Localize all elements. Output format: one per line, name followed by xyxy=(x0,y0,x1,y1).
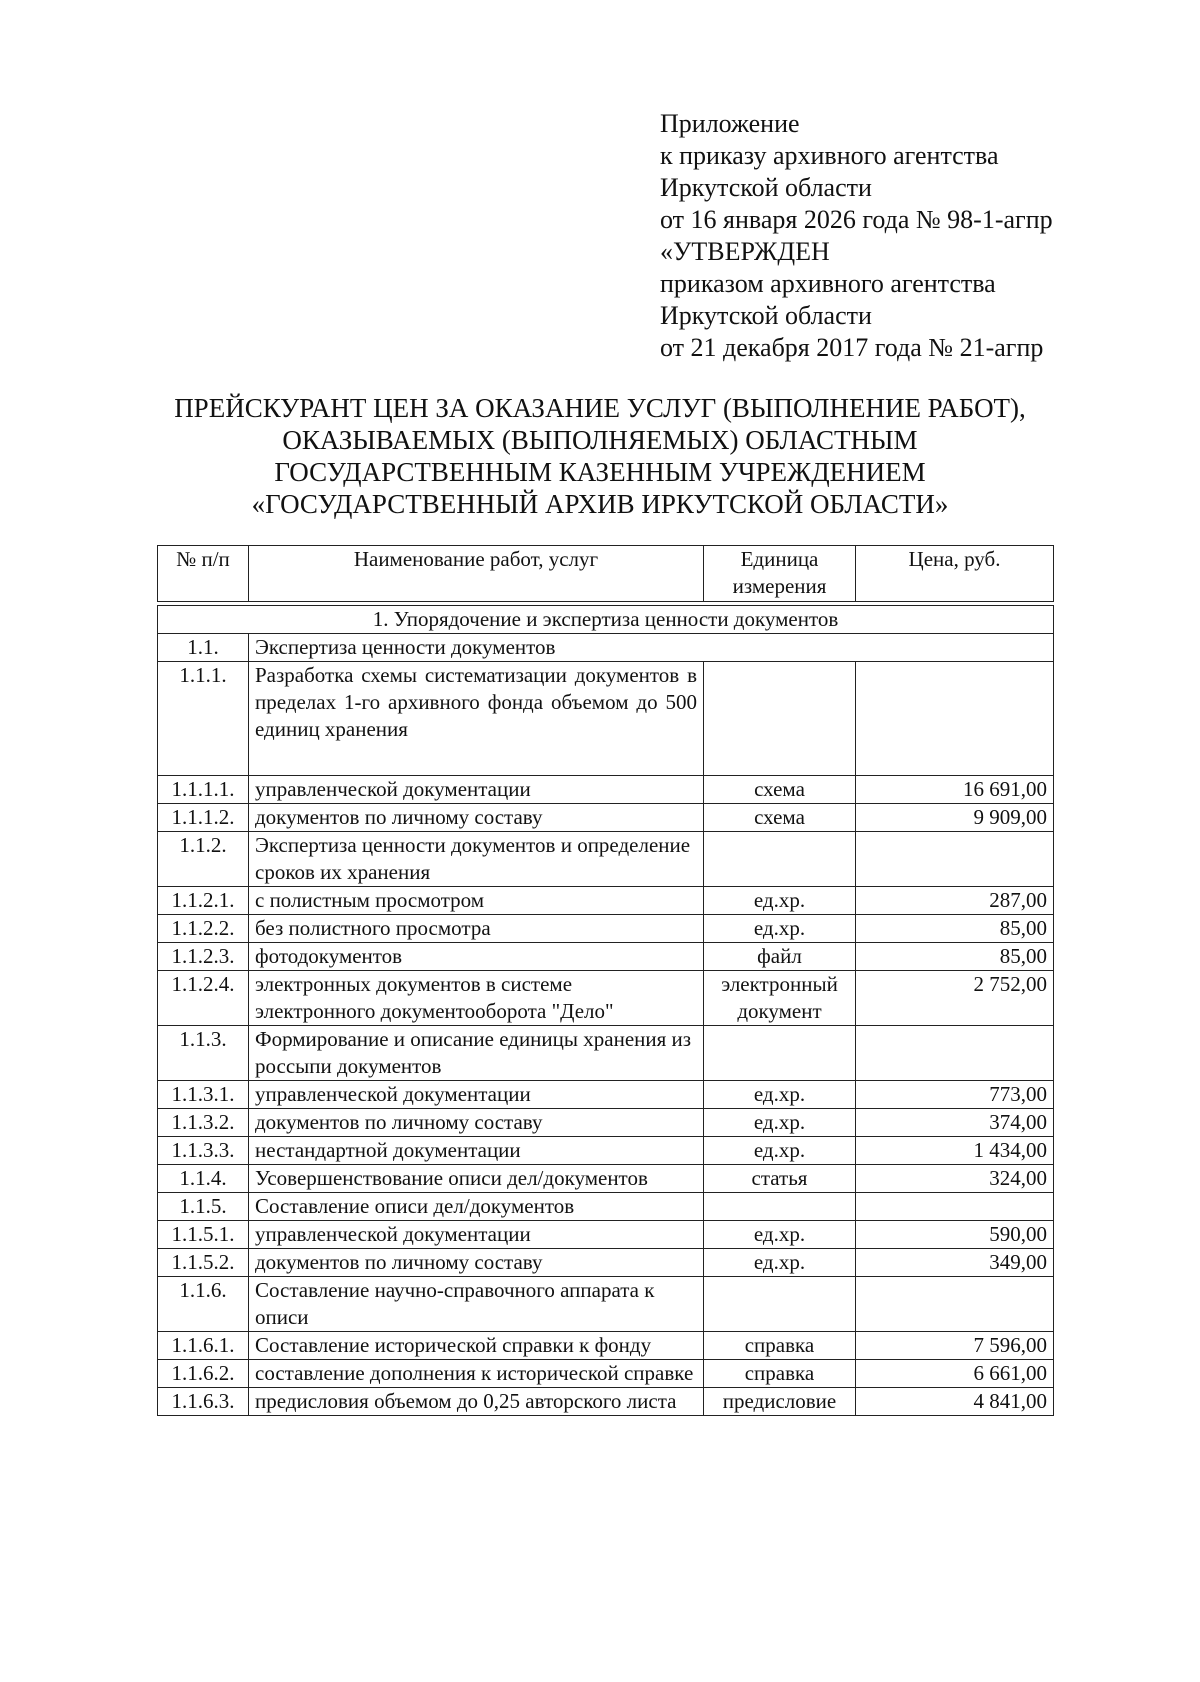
price-table xyxy=(157,545,1054,1416)
header-unit: Единица измерения xyxy=(704,546,856,602)
row-unit: статья xyxy=(704,1165,856,1193)
header-num: № п/п xyxy=(158,546,249,602)
row-name: управленческой документации xyxy=(249,1221,704,1249)
table-row xyxy=(158,1388,1054,1416)
table-row xyxy=(158,1137,1054,1165)
row-unit xyxy=(704,1193,856,1221)
row-name: фотодокументов xyxy=(249,943,704,971)
row-num: 1.1.2.4. xyxy=(158,971,249,1026)
row-num: 1.1.5.2. xyxy=(158,1249,249,1277)
row-name: составление дополнения к исторической справке xyxy=(249,1360,704,1388)
row-name: Экспертиза ценности документов и определение сроков их хранения xyxy=(249,832,704,887)
appendix-line: приказом архивного агентства xyxy=(660,269,996,298)
row-price xyxy=(856,662,1054,776)
appendix-line: «УТВЕРЖДЕН xyxy=(660,237,830,266)
row-name: Формирование и описание единицы хранения из россыпи документов xyxy=(249,1026,704,1081)
subsection-row xyxy=(158,634,1054,662)
row-name: документов по личному составу xyxy=(249,1109,704,1137)
table-row xyxy=(158,915,1054,943)
table-row xyxy=(158,1193,1054,1221)
table-row xyxy=(158,943,1054,971)
title-line: ОКАЗЫВАЕМЫХ (ВЫПОЛНЯЕМЫХ) ОБЛАСТНЫМ xyxy=(282,425,918,455)
header-price: Цена, руб. xyxy=(856,546,1054,602)
row-num: 1.1.1.1. xyxy=(158,776,249,804)
row-num: 1.1.5. xyxy=(158,1193,249,1221)
row-unit: ед.хр. xyxy=(704,1221,856,1249)
row-name: Составление научно-справочного аппарата к описи xyxy=(249,1277,704,1332)
row-unit: файл xyxy=(704,943,856,971)
row-unit: схема xyxy=(704,804,856,832)
row-price xyxy=(856,1193,1054,1221)
title-line: «ГОСУДАРСТВЕННЫЙ АРХИВ ИРКУТСКОЙ ОБЛАСТИ» xyxy=(251,489,949,519)
row-price: 590,00 xyxy=(856,1221,1054,1249)
row-num: 1.1.6.2. xyxy=(158,1360,249,1388)
row-name: документов по личному составу xyxy=(249,1249,704,1277)
row-unit: ед.хр. xyxy=(704,1137,856,1165)
row-unit: электронный документ xyxy=(704,971,856,1026)
row-name: предисловия объемом до 0,25 авторского листа xyxy=(249,1388,704,1416)
row-price: 9 909,00 xyxy=(856,804,1054,832)
row-price: 773,00 xyxy=(856,1081,1054,1109)
row-price: 374,00 xyxy=(856,1109,1054,1137)
appendix-block xyxy=(660,108,1053,364)
row-num: 1.1.6.3. xyxy=(158,1388,249,1416)
table-row xyxy=(158,1221,1054,1249)
row-price: 349,00 xyxy=(856,1249,1054,1277)
table-row xyxy=(158,887,1054,915)
row-unit: предисловие xyxy=(704,1388,856,1416)
row-num: 1.1. xyxy=(158,634,249,662)
table-row xyxy=(158,1360,1054,1388)
row-price: 2 752,00 xyxy=(856,971,1054,1026)
row-unit: справка xyxy=(704,1332,856,1360)
row-name: нестандартной документации xyxy=(249,1137,704,1165)
row-name: управленческой документации xyxy=(249,1081,704,1109)
row-price: 4 841,00 xyxy=(856,1388,1054,1416)
row-unit: справка xyxy=(704,1360,856,1388)
appendix-line: от 21 декабря 2017 года № 21-агпр xyxy=(660,333,1044,362)
title-line: ГОСУДАРСТВЕННЫМ КАЗЕННЫМ УЧРЕЖДЕНИЕМ xyxy=(274,457,926,487)
row-name: Составление исторической справки к фонду xyxy=(249,1332,704,1360)
row-unit xyxy=(704,662,856,776)
row-num: 1.1.2.1. xyxy=(158,887,249,915)
title-line: ПРЕЙСКУРАНТ ЦЕН ЗА ОКАЗАНИЕ УСЛУГ (ВЫПОЛНЕНИЕ РАБОТ), xyxy=(174,393,1026,423)
row-price: 85,00 xyxy=(856,915,1054,943)
section-title: 1. Упорядочение и экспертиза ценности документов xyxy=(158,606,1054,634)
table-row xyxy=(158,1081,1054,1109)
row-num: 1.1.6.1. xyxy=(158,1332,249,1360)
row-num: 1.1.6. xyxy=(158,1277,249,1332)
row-name: с полистным просмотром xyxy=(249,887,704,915)
table-row xyxy=(158,1249,1054,1277)
table-row xyxy=(158,1109,1054,1137)
appendix-line: Иркутской области xyxy=(660,301,872,330)
row-unit xyxy=(704,1026,856,1081)
row-unit: ед.хр. xyxy=(704,915,856,943)
row-name: документов по личному составу xyxy=(249,804,704,832)
row-num: 1.1.2. xyxy=(158,832,249,887)
table-row xyxy=(158,1332,1054,1360)
row-num: 1.1.4. xyxy=(158,1165,249,1193)
row-price xyxy=(856,1277,1054,1332)
table-row xyxy=(158,1165,1054,1193)
table-row xyxy=(158,776,1054,804)
row-num: 1.1.1. xyxy=(158,662,249,776)
row-unit: ед.хр. xyxy=(704,1081,856,1109)
row-name: Разработка схемы систематизации документов в пределах 1-го архивного фонда объемом до 500 единиц хранения xyxy=(249,662,704,776)
table-row xyxy=(158,971,1054,1026)
row-price: 287,00 xyxy=(856,887,1054,915)
table-header-row xyxy=(158,546,1054,602)
row-num: 1.1.3.3. xyxy=(158,1137,249,1165)
appendix-line: от 16 января 2026 года № 98-1-агпр xyxy=(660,205,1053,234)
table-row xyxy=(158,1026,1054,1081)
row-num: 1.1.3.2. xyxy=(158,1109,249,1137)
row-num: 1.1.2.2. xyxy=(158,915,249,943)
appendix-line: Иркутской области xyxy=(660,173,872,202)
row-unit xyxy=(704,1277,856,1332)
table-row xyxy=(158,832,1054,887)
row-price xyxy=(856,832,1054,887)
row-price: 6 661,00 xyxy=(856,1360,1054,1388)
document-title xyxy=(120,392,1080,520)
appendix-line: Приложение xyxy=(660,109,800,138)
row-name: управленческой документации xyxy=(249,776,704,804)
table-row xyxy=(158,662,1054,776)
row-price xyxy=(856,1026,1054,1081)
row-num: 1.1.5.1. xyxy=(158,1221,249,1249)
row-price: 16 691,00 xyxy=(856,776,1054,804)
row-num: 1.1.3.1. xyxy=(158,1081,249,1109)
row-unit xyxy=(704,832,856,887)
row-price: 1 434,00 xyxy=(856,1137,1054,1165)
header-name: Наименование работ, услуг xyxy=(249,546,704,602)
row-unit: ед.хр. xyxy=(704,1249,856,1277)
row-unit: ед.хр. xyxy=(704,1109,856,1137)
row-unit: ед.хр. xyxy=(704,887,856,915)
row-name: электронных документов в системе электронного документооборота "Дело" xyxy=(249,971,704,1026)
row-name: Экспертиза ценности документов xyxy=(249,634,1054,662)
row-name: Составление описи дел/документов xyxy=(249,1193,704,1221)
row-unit: схема xyxy=(704,776,856,804)
row-price: 85,00 xyxy=(856,943,1054,971)
table-row xyxy=(158,804,1054,832)
row-num: 1.1.2.3. xyxy=(158,943,249,971)
row-name: Усовершенствование описи дел/документов xyxy=(249,1165,704,1193)
row-price: 7 596,00 xyxy=(856,1332,1054,1360)
row-price: 324,00 xyxy=(856,1165,1054,1193)
section-row xyxy=(158,606,1054,634)
appendix-line: к приказу архивного агентства xyxy=(660,141,999,170)
table-row xyxy=(158,1277,1054,1332)
row-num: 1.1.3. xyxy=(158,1026,249,1081)
row-name: без полистного просмотра xyxy=(249,915,704,943)
row-num: 1.1.1.2. xyxy=(158,804,249,832)
